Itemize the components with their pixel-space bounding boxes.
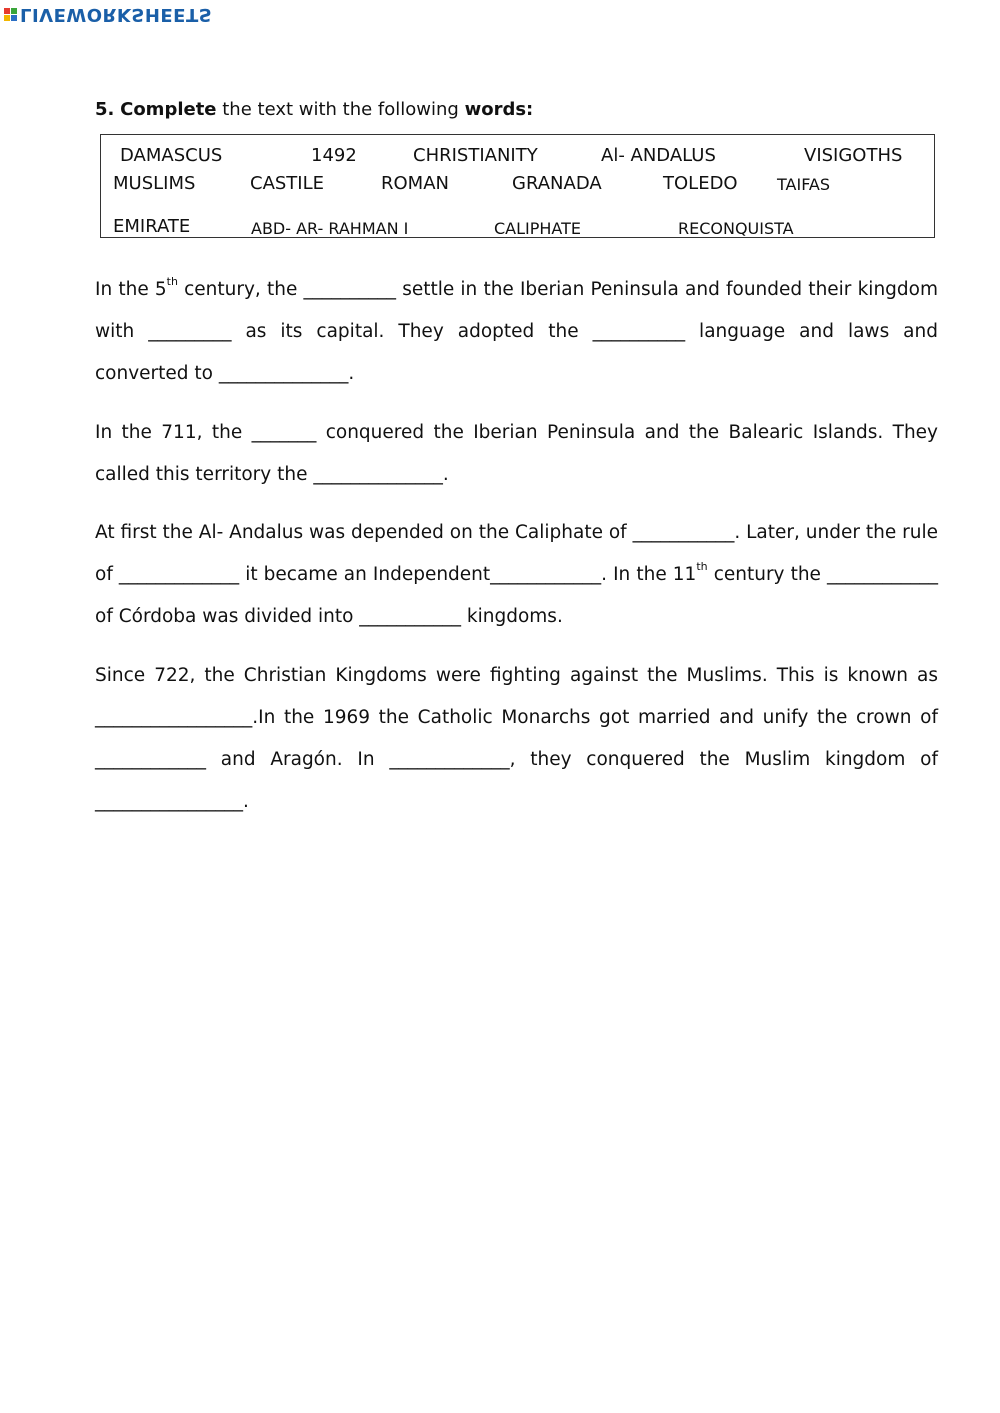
word-bank-item: DAMASCUS	[120, 145, 223, 166]
word-bank-box	[100, 134, 935, 238]
logo-square-red	[4, 8, 10, 14]
word-bank-item: VISIGOTHS	[804, 145, 903, 166]
word-bank-item: ROMAN	[381, 173, 449, 194]
paragraph-text: century the ____________ of Córdoba was divided into ___________ kingdoms.	[95, 564, 938, 627]
word-bank-item: CHRISTIANITY	[413, 145, 538, 166]
word-bank-item: MUSLIMS	[113, 173, 196, 194]
word-bank-item: EMIRATE	[113, 216, 191, 237]
paragraph-text: century, the __________ settle in the Iberian Peninsula and founded their kingdom with _________ as its capital. They adopted the __________ language and laws and converted to ______________.	[95, 279, 938, 384]
paragraph-al-andalus	[95, 512, 938, 638]
word-bank-item: GRANADA	[512, 173, 602, 194]
paragraph-text: At first the Al- Andalus was depended on the Caliphate of ___________. Later, under the rule of _____________ it became an Independent____________. In the 11	[95, 522, 938, 585]
word-bank-item: CASTILE	[250, 173, 325, 194]
logo-text: LIVEWORKSHEETS	[20, 4, 213, 25]
paragraph-text: In the 5	[95, 279, 167, 300]
word-bank-item: TAIFAS	[777, 175, 831, 194]
paragraph-visigoths	[95, 269, 938, 395]
exercise-instruction: the text with the following	[216, 99, 465, 120]
word-bank-item: TOLEDO	[663, 173, 738, 194]
ordinal-superscript: th	[696, 560, 708, 573]
word-bank-item: ABD- AR- RAHMAN I	[251, 219, 409, 238]
ordinal-superscript: th	[166, 275, 178, 288]
exercise-number: 5.	[95, 99, 115, 120]
logo-square-blue	[11, 15, 17, 21]
logo-square-yellow	[4, 15, 10, 21]
exercise-heading	[95, 98, 533, 122]
word-bank-item: Al- ANDALUS	[601, 145, 716, 166]
word-bank-item: 1492	[311, 145, 357, 166]
liveworksheets-logo	[4, 4, 212, 24]
word-bank-item: CALIPHATE	[494, 219, 582, 238]
logo-square-green	[11, 8, 17, 14]
word-bank-item: RECONQUISTA	[678, 219, 794, 238]
exercise-words-label: words:	[464, 99, 534, 120]
exercise-verb: Complete	[120, 99, 217, 120]
logo-squares-icon	[4, 8, 17, 21]
paragraph-reconquista: Since 722, the Christian Kingdoms were fighting against the Muslims. This is known as _________________.In the 1969 the Catholic Monarchs got married and unify the crown of ____________ and Aragón. In _____________, they conquered the Muslim kingdom of ________________.	[95, 665, 938, 812]
paragraph-muslim-conquest: In the 711, the _______ conquered the Iberian Peninsula and the Balearic Islands. They called this territory the ______________.	[95, 422, 938, 485]
